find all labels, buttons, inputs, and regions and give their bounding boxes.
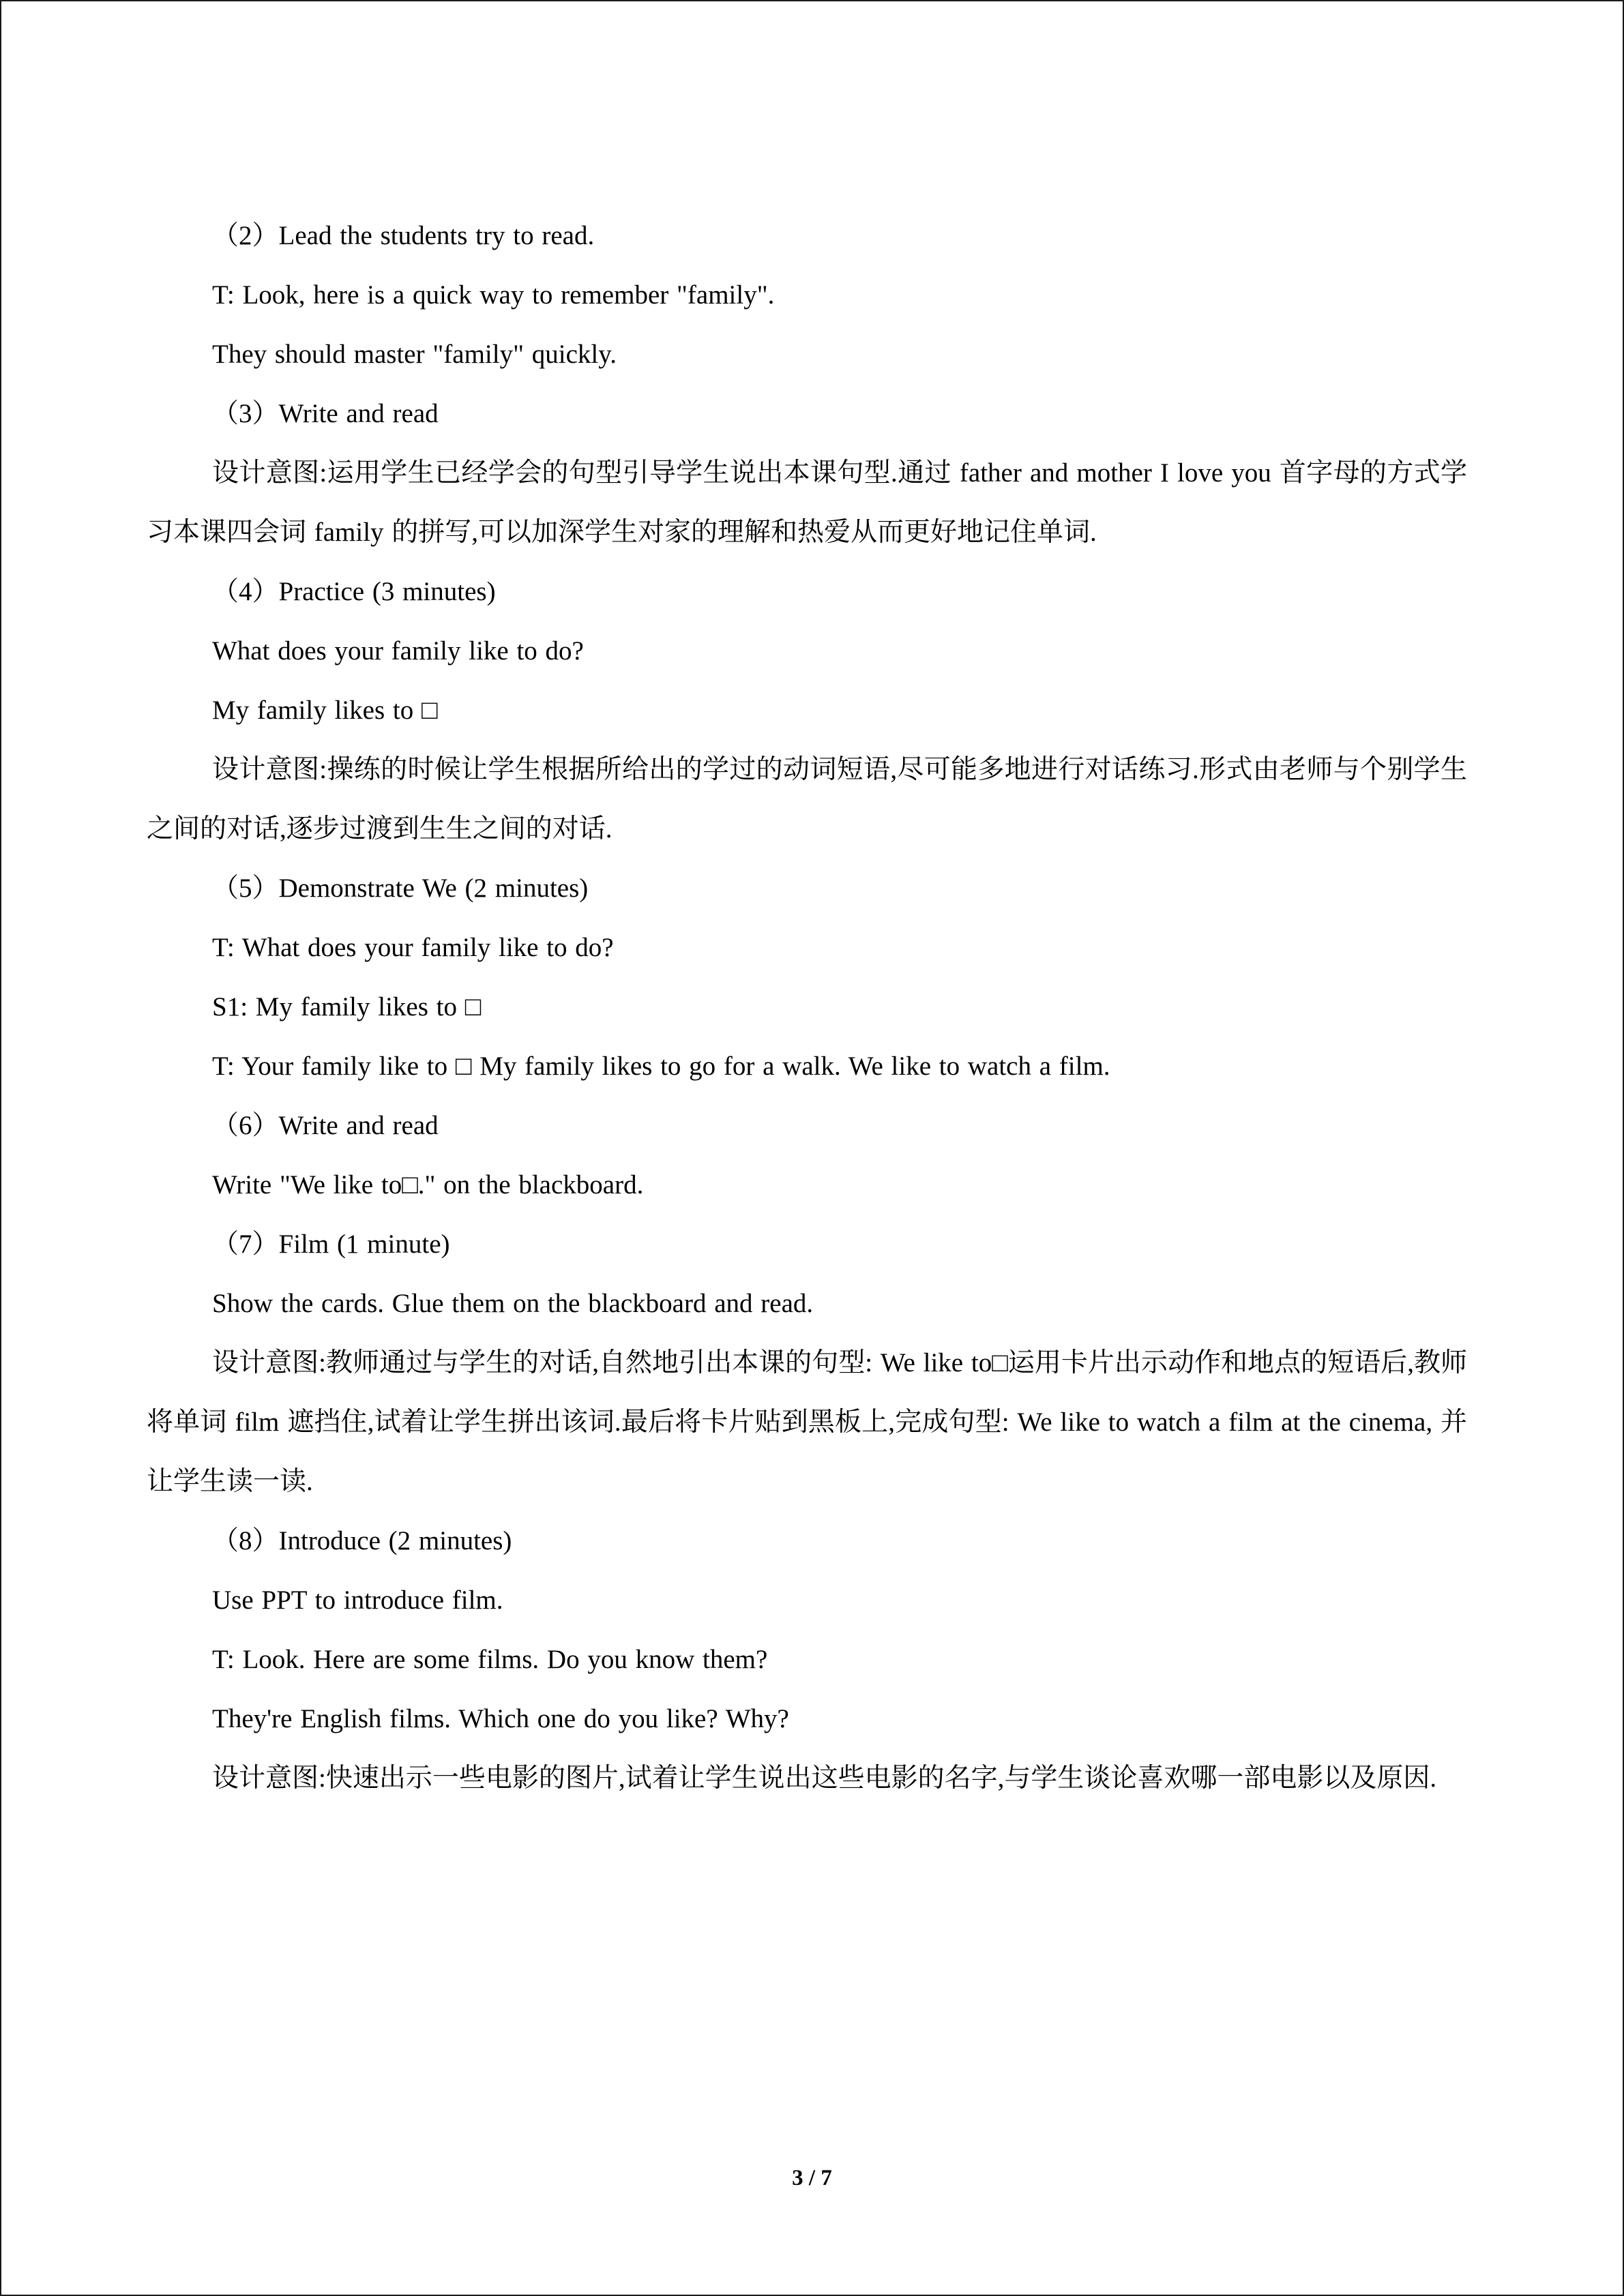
paragraph: What does your family like to do? — [212, 636, 584, 666]
paragraph: （8）Introduce (2 minutes) — [212, 1526, 512, 1555]
paragraph: Write "We like to□." on the blackboard. — [212, 1170, 644, 1199]
paragraph: （3）Write and read — [212, 399, 439, 428]
paragraph: Use PPT to introduce film. — [212, 1585, 503, 1615]
paragraph: 设计意图:教师通过与学生的对话,自然地引出本课的句型: We like to□运用卡片出示动作和地点的短语后,教师将单词 film 遮挡住,试着让学生拼出该词.最后将卡片贴到黑板上,完成句型: We like to watch a film at the cinema, 并让学生读一读. — [147, 1348, 1467, 1496]
paragraph: （5）Demonstrate We (2 minutes) — [212, 874, 589, 903]
paragraph: （2）Lead the students try to read. — [212, 221, 595, 250]
paragraph: 设计意图:运用学生已经学会的句型引导学生说出本课句型.通过 father and mother I love you 首字母的方式学习本课四会词 family 的拼写,可以加深学生对家的理解和热爱从而更好地记住单词. — [147, 458, 1467, 547]
paragraph: （6）Write and read — [212, 1111, 439, 1140]
paragraph: T: Look, here is a quick way to remember "family". — [212, 280, 775, 310]
paragraph: T: Look. Here are some films. Do you know them? — [212, 1645, 768, 1674]
paragraph: Show the cards. Glue them on the blackboard and read. — [212, 1289, 814, 1318]
paragraph: They should master "family" quickly. — [212, 340, 617, 369]
paragraph: 设计意图:操练的时候让学生根据所给出的学过的动词短语,尽可能多地进行对话练习.形式由老师与个别学生之间的对话,逐步过渡到生生之间的对话. — [147, 755, 1467, 844]
paragraph: My family likes to □ — [212, 696, 438, 725]
paragraph: T: What does your family like to do? — [212, 933, 614, 962]
paragraph: T: Your family like to □ My family likes to go for a walk. We like to watch a film. — [212, 1052, 1110, 1081]
paragraph: 设计意图:快速出示一些电影的图片,试着让学生说出这些电影的名字,与学生谈论喜欢哪一部电影以及原因. — [212, 1763, 1437, 1793]
paragraph: S1: My family likes to □ — [212, 992, 482, 1022]
paragraph: （7）Film (1 minute) — [212, 1229, 450, 1259]
page-number: 3 / 7 — [792, 2166, 832, 2190]
paragraph: They're English films. Which one do you like? Why? — [212, 1704, 789, 1733]
document-body — [147, 206, 1467, 1808]
paragraph: （4）Practice (3 minutes) — [212, 577, 496, 606]
